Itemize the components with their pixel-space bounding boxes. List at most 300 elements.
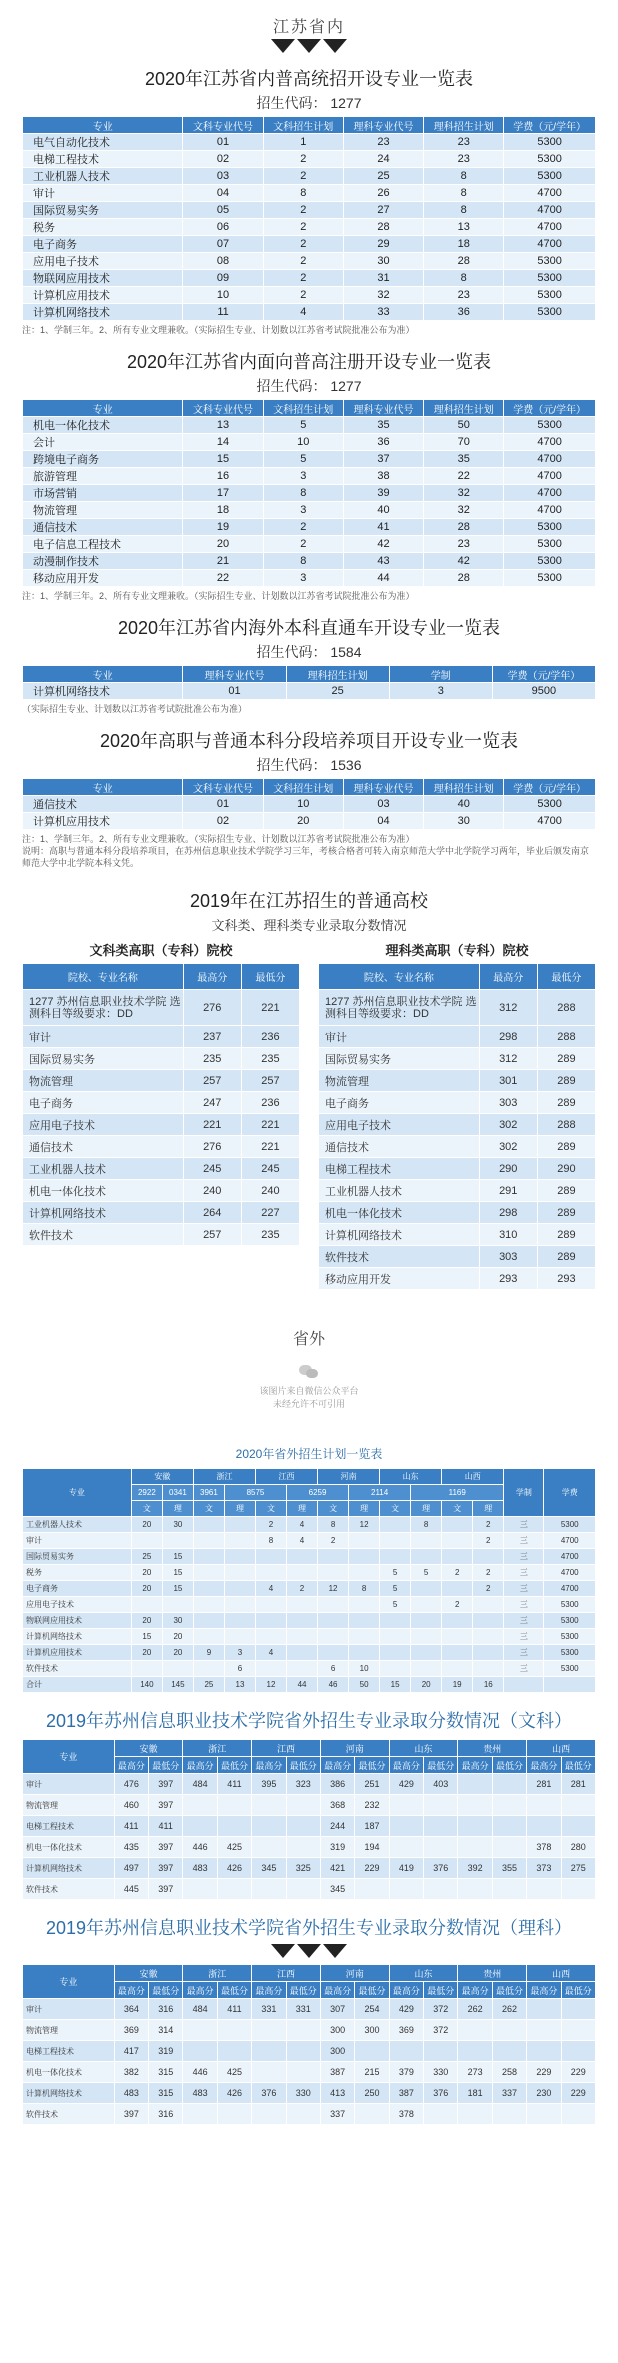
table-row <box>23 1597 596 1613</box>
cell-value: 25 <box>286 683 389 700</box>
province-header: 浙江 <box>183 1965 252 1982</box>
subcol-header: 文 <box>193 1501 224 1517</box>
cell-value: 20 <box>183 536 263 553</box>
min-score: 221 <box>241 990 299 1026</box>
cell-value: 31 <box>343 270 423 287</box>
cell-value: 08 <box>183 253 263 270</box>
cell-value <box>458 1879 492 1900</box>
cell-value: 8 <box>424 202 504 219</box>
cell-value: 01 <box>183 796 263 813</box>
cell-value: 303 <box>479 1246 537 1268</box>
cell-value: 20 <box>162 1645 193 1661</box>
cell-value: 09 <box>183 270 263 287</box>
table-row <box>23 553 596 570</box>
table-note: （实际招生专业、计划数以江苏省考试院批准公布为准） <box>22 704 248 714</box>
row-label: 审计 <box>23 1026 184 1048</box>
table-row <box>23 185 596 202</box>
row-label: 软件技术 <box>23 1661 132 1677</box>
province-header-row <box>23 1965 596 1982</box>
column-title: 文科类高职（专科）院校 <box>89 943 233 958</box>
cell-value: 01 <box>183 134 263 151</box>
cell-value: 221 <box>241 1114 299 1136</box>
row-label: 国际贸易实务 <box>23 1549 132 1565</box>
cell-value: 145 <box>162 1677 193 1693</box>
cell-value <box>458 1795 492 1816</box>
cell-value: 三 <box>504 1597 544 1613</box>
cell-value: 355 <box>492 1858 526 1879</box>
row-label: 审计 <box>23 1533 132 1549</box>
cell-value <box>492 1816 526 1837</box>
cell-value: 27 <box>343 202 423 219</box>
cell-value <box>442 1581 473 1597</box>
cell-value: 28 <box>343 219 423 236</box>
cell-value: 6 <box>224 1661 255 1677</box>
subcol-header: 理 <box>411 1501 442 1517</box>
enroll-code: 招生代码： 1277 <box>256 378 362 394</box>
cell-value: 43 <box>343 553 423 570</box>
cell-value <box>527 2020 561 2041</box>
province-header: 山西 <box>527 1740 596 1757</box>
cell-value: 316 <box>149 2104 183 2125</box>
cell-value: 5300 <box>504 270 596 287</box>
row-label: 计算机应用技术 <box>23 287 183 304</box>
table-row <box>23 570 596 587</box>
cell-value: 4700 <box>504 219 596 236</box>
cell-value <box>193 1597 224 1613</box>
cell-value: 421 <box>320 1858 354 1879</box>
row-label: 工业机器人技术 <box>23 1517 132 1533</box>
cell-value <box>217 1795 251 1816</box>
score-subheader: 最高分 <box>320 1982 354 1999</box>
row-label: 市场营销 <box>23 485 183 502</box>
cell-value: 235 <box>183 1048 241 1070</box>
cell-value: 32 <box>424 502 504 519</box>
cell-value <box>442 1613 473 1629</box>
cell-value: 2 <box>263 270 343 287</box>
cell-value <box>349 1629 380 1645</box>
cell-value <box>287 1565 318 1581</box>
row-label: 软件技术 <box>319 1246 480 1268</box>
embed-line: 未经允许不可引用 <box>272 1399 345 1409</box>
cell-value <box>355 1879 389 1900</box>
cell-value: 232 <box>355 1795 389 1816</box>
row-label: 计算机网络技术 <box>23 683 183 700</box>
major-header: 专业 <box>23 1740 115 1774</box>
cell-value: 02 <box>183 151 263 168</box>
table-row <box>319 1246 596 1268</box>
cell-value <box>162 1661 193 1677</box>
school-name: 1277 苏州信息职业技术学院 选测科目等级要求：DD <box>23 990 184 1026</box>
cell-value: 23 <box>424 287 504 304</box>
table-block-a <box>0 65 618 336</box>
row-label: 电子商务 <box>23 1092 184 1114</box>
cell-value: 18 <box>424 236 504 253</box>
table-header-row <box>23 117 596 134</box>
cell-value <box>492 1774 526 1795</box>
table-row <box>319 1180 596 1202</box>
score-subheader: 最低分 <box>149 1982 183 1999</box>
cell-value: 4700 <box>504 451 596 468</box>
table-row <box>23 1581 596 1597</box>
cell-value: 435 <box>114 1837 148 1858</box>
table-row <box>23 1858 596 1879</box>
row-label: 国际贸易实务 <box>23 202 183 219</box>
cell-value <box>193 1613 224 1629</box>
cell-value: 215 <box>355 2062 389 2083</box>
cell-value <box>318 1549 349 1565</box>
cell-value: 5 <box>380 1565 411 1581</box>
province-header: 河南 <box>320 1740 389 1757</box>
cell-value: 4700 <box>504 485 596 502</box>
cell-value: 14 <box>183 434 263 451</box>
col-header: 专业 <box>23 779 183 796</box>
cell-value: 281 <box>561 1774 595 1795</box>
subcol-header: 理 <box>224 1501 255 1517</box>
cell-value <box>561 1999 595 2020</box>
table-row <box>23 417 596 434</box>
cell-value: 三 <box>504 1565 544 1581</box>
row-label: 通信技术 <box>319 1136 480 1158</box>
table-note: 注：1、学制三年。2、所有专业文理兼收。（实际招生专业、计划数以江苏省考试院批准公布为准） <box>22 834 415 844</box>
table-row <box>23 2083 596 2104</box>
cell-value <box>183 2041 217 2062</box>
cell-value <box>561 2041 595 2062</box>
table-header-row <box>23 666 596 683</box>
cell-value: 3 <box>263 570 343 587</box>
table-row <box>23 1070 300 1092</box>
cell-value <box>286 2041 320 2062</box>
cell-value: 181 <box>458 2083 492 2104</box>
cell-value: 5300 <box>504 287 596 304</box>
cell-value: 483 <box>114 2083 148 2104</box>
cell-value: 30 <box>162 1517 193 1533</box>
table-block-b <box>0 348 618 602</box>
province-header: 安徽 <box>114 1965 183 1982</box>
cell-value: 247 <box>183 1092 241 1114</box>
code-header: 2114 <box>349 1485 411 1501</box>
cell-value: 323 <box>286 1774 320 1795</box>
cell-value <box>442 1645 473 1661</box>
cell-value <box>318 1613 349 1629</box>
cell-value <box>458 1774 492 1795</box>
cell-value <box>252 2104 286 2125</box>
row-label: 电子信息工程技术 <box>23 536 183 553</box>
cell-value: 23 <box>424 536 504 553</box>
cell-value: 12 <box>255 1677 286 1693</box>
cell-value: 32 <box>424 485 504 502</box>
cell-value: 325 <box>286 1858 320 1879</box>
row-label: 机电一体化技术 <box>319 1202 480 1224</box>
cell-value: 4700 <box>544 1581 596 1597</box>
col-header: 学制 <box>504 1469 544 1517</box>
cell-value <box>193 1517 224 1533</box>
cell-value: 20 <box>131 1581 162 1597</box>
cell-value: 11 <box>183 304 263 321</box>
plan-table <box>22 116 596 321</box>
cell-value: 8 <box>349 1581 380 1597</box>
cell-value <box>183 1795 217 1816</box>
province-header: 河南 <box>318 1469 380 1485</box>
cell-value: 331 <box>286 1999 320 2020</box>
cell-value <box>380 1645 411 1661</box>
col-header: 理科招生计划 <box>424 779 504 796</box>
table-row <box>23 683 596 700</box>
cell-value: 229 <box>561 2062 595 2083</box>
cell-value: 2 <box>263 219 343 236</box>
cell-value: 411 <box>217 1999 251 2020</box>
cell-value: 337 <box>492 2083 526 2104</box>
table-title: 2020年江苏省内海外本科直通车开设专业一览表 <box>117 618 501 638</box>
cell-value: 245 <box>183 1158 241 1180</box>
cell-value: 484 <box>183 1999 217 2020</box>
table-row <box>23 1565 596 1581</box>
row-label: 电梯工程技术 <box>23 1816 115 1837</box>
cell-value: 5300 <box>544 1661 596 1677</box>
cell-value: 289 <box>537 1202 595 1224</box>
cell-value <box>255 1565 286 1581</box>
row-label: 计算机网络技术 <box>23 2083 115 2104</box>
col-header: 学费（元/学年） <box>504 117 596 134</box>
cell-value <box>380 1533 411 1549</box>
cell-value: 254 <box>355 1999 389 2020</box>
row-label: 电梯工程技术 <box>23 2041 115 2062</box>
cell-value <box>287 1597 318 1613</box>
col-header: 最低分 <box>241 964 299 990</box>
table-row <box>23 1999 596 2020</box>
cell-value: 32 <box>343 287 423 304</box>
cell-value: 19 <box>183 519 263 536</box>
cell-value: 273 <box>458 2062 492 2083</box>
cell-value <box>252 1879 286 1900</box>
cell-value: 397 <box>149 1837 183 1858</box>
cell-value: 36 <box>343 434 423 451</box>
cell-value: 20 <box>162 1629 193 1645</box>
province-header: 江西 <box>255 1469 317 1485</box>
section-title: 江苏省内 <box>272 19 345 36</box>
cell-value: 446 <box>183 1837 217 1858</box>
cell-value <box>349 1645 380 1661</box>
cell-value <box>286 2020 320 2041</box>
cell-value: 262 <box>458 1999 492 2020</box>
chevron-down-icon <box>323 39 347 53</box>
cell-value: 411 <box>149 1816 183 1837</box>
cell-value: 379 <box>389 2062 423 2083</box>
table-row <box>23 151 596 168</box>
row-label: 物流管理 <box>23 1795 115 1816</box>
row-label: 软件技术 <box>23 2104 115 2125</box>
min-score: 288 <box>537 990 595 1026</box>
cell-value <box>193 1629 224 1645</box>
score-subheader: 最高分 <box>527 1757 561 1774</box>
cell-value: 19 <box>442 1677 473 1693</box>
out-plan-table <box>22 1468 596 1693</box>
major-header: 专业 <box>23 1965 115 1999</box>
cell-value: 33 <box>343 304 423 321</box>
cell-value <box>349 1533 380 1549</box>
subcol-header: 文 <box>255 1501 286 1517</box>
cell-value: 235 <box>241 1048 299 1070</box>
table-header-row <box>23 779 596 796</box>
cell-value: 21 <box>183 553 263 570</box>
table-row <box>23 813 596 830</box>
cell-value <box>389 1837 423 1858</box>
cell-value <box>252 2041 286 2062</box>
col-header: 院校、专业名称 <box>319 964 480 990</box>
table-row <box>23 1136 300 1158</box>
province-header: 贵州 <box>458 1965 527 1982</box>
cell-value <box>287 1629 318 1645</box>
cell-value: 8 <box>411 1517 442 1533</box>
col-header: 学制 <box>389 666 492 683</box>
cell-value: 2 <box>473 1581 504 1597</box>
cell-value <box>355 2104 389 2125</box>
table-block-c <box>0 614 618 715</box>
cell-value: 2 <box>263 151 343 168</box>
table-row <box>23 502 596 519</box>
cell-value <box>492 2104 526 2125</box>
cell-value: 8 <box>255 1533 286 1549</box>
score-subheader: 最低分 <box>492 1982 526 1999</box>
cell-value <box>183 1879 217 1900</box>
col-header: 理科专业代号 <box>343 117 423 134</box>
cell-value <box>286 1795 320 1816</box>
row-label: 计算机网络技术 <box>23 304 183 321</box>
table-title: 2020年江苏省内面向普高注册开设专业一览表 <box>126 352 492 372</box>
table-row <box>319 1202 596 1224</box>
cell-value: 373 <box>527 1858 561 1879</box>
score-subheader: 最高分 <box>252 1757 286 1774</box>
cell-value: 16 <box>473 1677 504 1693</box>
cell-value: 289 <box>537 1092 595 1114</box>
cell-value <box>411 1613 442 1629</box>
cell-value: 9 <box>193 1645 224 1661</box>
cell-value <box>217 2020 251 2041</box>
cell-value: 240 <box>183 1180 241 1202</box>
plan-table <box>22 665 596 700</box>
cell-value: 5 <box>380 1581 411 1597</box>
score-subheader: 最低分 <box>286 1757 320 1774</box>
cell-value: 25 <box>193 1677 224 1693</box>
cell-value: 301 <box>479 1070 537 1092</box>
cell-value <box>255 1597 286 1613</box>
cell-value: 4700 <box>504 468 596 485</box>
cell-value: 387 <box>320 2062 354 2083</box>
table-row <box>23 1224 300 1246</box>
cell-value <box>252 2062 286 2083</box>
cell-value <box>183 2020 217 2041</box>
subcol-header: 理 <box>349 1501 380 1517</box>
cell-value: 02 <box>183 813 263 830</box>
cell-value: 376 <box>424 1858 458 1879</box>
cell-value: 4 <box>287 1533 318 1549</box>
cell-value <box>411 1597 442 1613</box>
cell-value: 三 <box>504 1549 544 1565</box>
cell-value: 368 <box>320 1795 354 1816</box>
cell-value <box>217 1816 251 1837</box>
cell-value <box>287 1661 318 1677</box>
cell-value: 18 <box>183 502 263 519</box>
cell-value: 20 <box>131 1613 162 1629</box>
score-subheader: 最高分 <box>114 1757 148 1774</box>
cell-value <box>527 1999 561 2020</box>
row-label: 计算机网络技术 <box>23 1629 132 1645</box>
cell-value: 290 <box>479 1158 537 1180</box>
cell-value: 38 <box>343 468 423 485</box>
row-label: 电子商务 <box>23 236 183 253</box>
cell-value <box>349 1565 380 1581</box>
row-label: 机电一体化技术 <box>23 1837 115 1858</box>
cell-value <box>527 2041 561 2062</box>
cell-value: 376 <box>424 2083 458 2104</box>
cell-value <box>193 1565 224 1581</box>
cell-value: 300 <box>320 2041 354 2062</box>
col-header: 文科专业代号 <box>183 779 263 796</box>
cell-value <box>561 2104 595 2125</box>
cell-value <box>224 1533 255 1549</box>
cell-value: 372 <box>424 1999 458 2020</box>
table-header-row <box>23 964 300 990</box>
table-row <box>23 434 596 451</box>
cell-value <box>389 1816 423 1837</box>
cell-value <box>252 2020 286 2041</box>
cell-value <box>193 1533 224 1549</box>
table-row <box>23 287 596 304</box>
col-header: 文科专业代号 <box>183 117 263 134</box>
subcol-header: 文 <box>318 1501 349 1517</box>
cell-value <box>473 1549 504 1565</box>
cell-value: 4 <box>287 1517 318 1533</box>
province-header: 安徽 <box>131 1469 193 1485</box>
cell-value: 07 <box>183 236 263 253</box>
cell-value <box>318 1597 349 1613</box>
cell-value: 236 <box>241 1092 299 1114</box>
scores-columns <box>0 940 618 1290</box>
province-header-row <box>23 1469 596 1485</box>
cell-value: 50 <box>349 1677 380 1693</box>
cell-value: 5 <box>411 1565 442 1581</box>
cell-value: 302 <box>479 1114 537 1136</box>
cell-value: 三 <box>504 1629 544 1645</box>
cell-value: 330 <box>286 2083 320 2104</box>
code-header: 8575 <box>224 1485 286 1501</box>
row-label: 通信技术 <box>23 519 183 536</box>
score-subheader: 最高分 <box>389 1757 423 1774</box>
col-header: 理科招生计划 <box>424 117 504 134</box>
cell-value: 298 <box>479 1202 537 1224</box>
cell-value: 2 <box>287 1581 318 1597</box>
code-header: 0341 <box>162 1485 193 1501</box>
cell-value: 5 <box>380 1597 411 1613</box>
cell-value: 290 <box>537 1158 595 1180</box>
cell-value: 276 <box>183 1136 241 1158</box>
cell-value <box>411 1581 442 1597</box>
cell-value: 3 <box>224 1645 255 1661</box>
score-subheader: 最低分 <box>217 1982 251 1999</box>
science-score-block <box>0 1914 618 2125</box>
cell-value: 426 <box>217 2083 251 2104</box>
row-label: 税务 <box>23 219 183 236</box>
row-label: 物联网应用技术 <box>23 270 183 287</box>
cell-value <box>442 1549 473 1565</box>
cell-value: 264 <box>183 1202 241 1224</box>
cell-value <box>442 1661 473 1677</box>
cell-value: 372 <box>424 2020 458 2041</box>
cell-value: 5300 <box>544 1517 596 1533</box>
table-row <box>23 1774 596 1795</box>
table-row <box>23 1837 596 1858</box>
cell-value <box>492 1795 526 1816</box>
cell-value: 04 <box>183 185 263 202</box>
